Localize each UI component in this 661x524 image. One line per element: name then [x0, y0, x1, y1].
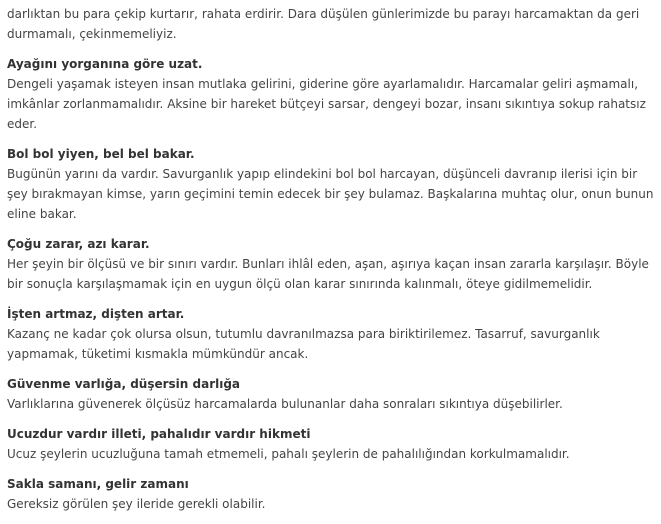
article-body	[7, 4, 657, 524]
proverb-explanation: Kazanç ne kadar çok olursa olsun, tutumlu davranılmazsa para biriktirilemez. Tasarruf, savurganlık yapmamak, tüketimi kısmakla mümkündür ancak.	[7, 327, 600, 361]
proverb-explanation: Ucuz şeylerin ucuzluğuna tamah etmemeli, pahalı şeylerin de pahalılığından korkulmamalıdır.	[7, 447, 570, 461]
proverb-item	[7, 474, 657, 514]
proverb-item	[7, 424, 657, 464]
proverb-item	[7, 304, 657, 364]
proverb-title: Bol bol yiyen, bel bel bakar.	[7, 147, 195, 161]
proverb-item	[7, 54, 657, 134]
proverb-explanation: Gereksiz görülen şey ileride gerekli olabilir.	[7, 497, 266, 511]
proverb-title: Çoğu zarar, azı karar.	[7, 237, 150, 251]
proverb-title: Sakla samanı, gelir zamanı	[7, 477, 189, 491]
proverb-item	[7, 144, 657, 224]
proverb-explanation: Varlıklarına güvenerek ölçüsüz harcamalarda bulunanlar daha sonraları sıkıntıya düşebilirler.	[7, 397, 563, 411]
proverb-title: Ayağını yorganına göre uzat.	[7, 57, 203, 71]
proverb-explanation: Dengeli yaşamak isteyen insan mutlaka gelirini, giderine göre ayarlamalıdır. Harcamalar geliri aşmamalı, imkânlar zorlanmamalıdır. Aksine bir hareket bütçeyi sarsar, dengeyi bozar, insanı sıkıntıya sokup rahatsız eder.	[7, 77, 646, 131]
proverb-title: Güvenme varlığa, düşersin darlığa	[7, 377, 241, 391]
proverb-item	[7, 374, 657, 414]
proverb-explanation: Her şeyin bir ölçüsü ve bir sınırı vardır. Bunları ihlâl eden, aşan, aşırıya kaçan insan zararla karşılaşır. Böyle bir sonuçla karşılaşmamak için en uygun ölçü olan karar sınırında kalınmalı, öteye gidilmemelidir.	[7, 257, 649, 291]
proverb-title: İşten artmaz, dişten artar.	[7, 307, 185, 321]
intro-paragraph: darlıktan bu para çekip kurtarır, rahata erdirir. Dara düşülen günlerimizde bu parayı harcamaktan da geri durmamalı, çekinmemeliyiz.	[7, 7, 640, 41]
proverb-title: Ucuzdur vardır illeti, pahalıdır vardır hikmeti	[7, 427, 311, 441]
proverb-item	[7, 234, 657, 294]
proverb-explanation: Bugünün yarını da vardır. Savurganlık yapıp elindekini bol bol harcayan, düşünceli davranıp ilerisi için bir şey bırakmayan kimse, yarın geçimini temin edecek bir şey bulamaz. Başkalarına muhtaç olur, onun bunun eline bakar.	[7, 167, 654, 221]
